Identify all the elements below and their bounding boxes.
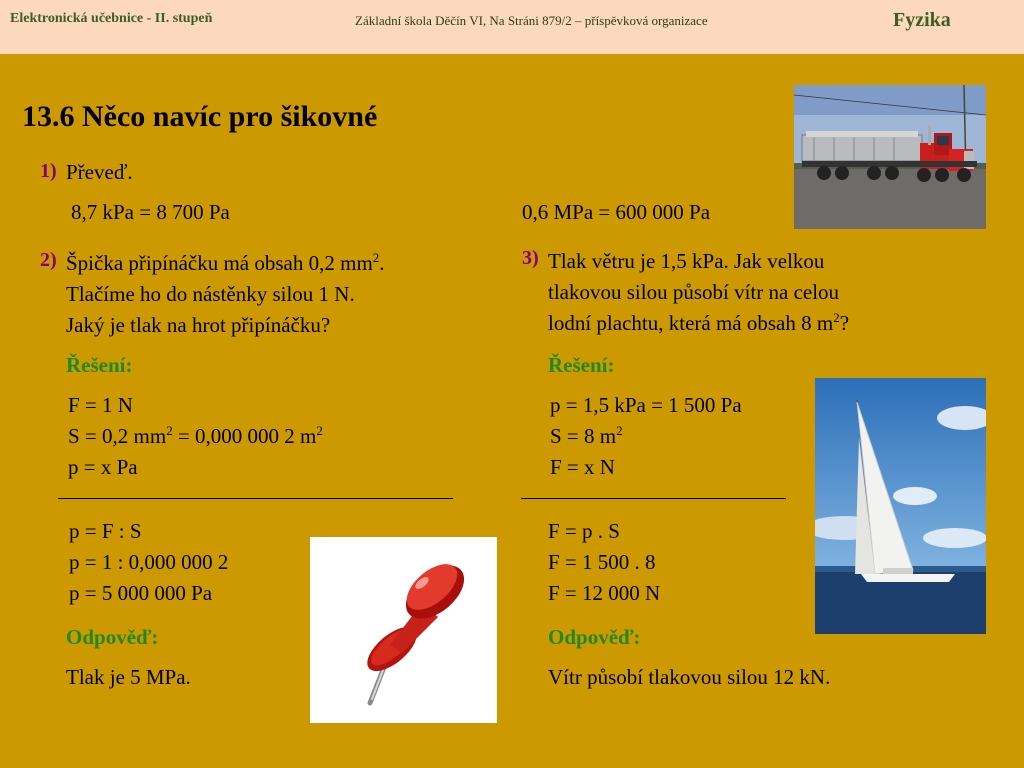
task1-left-answer: 8 700 Pa	[156, 200, 230, 224]
task3-answer-label: Odpověď:	[548, 625, 641, 649]
task3-line3: lodní plachtu, která má obsah 8 $m^2$?	[548, 310, 850, 335]
task2-line3: Jaký je tlak na hrot připínáčku?	[66, 313, 331, 337]
task2-given-area: S = 0,2 $mm^2 = 0,000$ 000 2 $m^2$	[68, 423, 323, 448]
task3-given-area: S = 8 $m^2$	[550, 423, 623, 448]
task1-right-value: 0,6 MPa =	[522, 200, 616, 224]
task3-question	[548, 246, 849, 339]
task3-calc-substitution: F = 1 500 . 8	[548, 550, 656, 574]
header-school-text: Základní škola Děčín VI, Na Stráni 879/2 – příspěvková organizace	[355, 13, 708, 28]
task2-solution-label: Řešení:	[66, 353, 133, 377]
task3-answer: Vítr působí tlakovou silou 12 kN.	[548, 665, 831, 689]
page-title: 13.6 Něco navíc pro šikovné	[22, 100, 378, 133]
task3-divider	[521, 498, 786, 499]
task2-answer: Tlak je 5 MPa.	[66, 665, 191, 689]
task3-given	[550, 390, 742, 483]
task1-right-conversion	[522, 197, 710, 228]
task2-number: 2)	[40, 249, 57, 271]
task2-answer-label: Odpověď:	[66, 625, 159, 649]
task1-right-answer: 600 000 Pa	[615, 200, 711, 224]
pushpin-photo	[310, 537, 497, 723]
task2-given-force: F = 1 N	[68, 393, 133, 417]
task1-left-value: 8,7 kPa =	[71, 200, 157, 224]
task3-solution-label: Řešení:	[548, 353, 615, 377]
truck-photo	[794, 85, 986, 229]
task2-calc-formula: p = F : S	[69, 519, 142, 543]
task1-number: 1)	[40, 160, 57, 182]
task2-question	[66, 248, 385, 341]
task1-left-conversion	[71, 197, 230, 228]
header-subject: Fyzika	[893, 9, 951, 31]
task3-number: 3)	[522, 247, 539, 269]
task3-given-pressure: p = 1,5 kPa = 1 500 Pa	[550, 393, 742, 417]
sailboat-photo	[815, 378, 986, 634]
task3-line2: tlakovou silou působí vítr na celou	[548, 280, 840, 304]
task2-given	[68, 390, 323, 483]
header-bar	[0, 0, 1024, 54]
header-left-text: Elektronická učebnice - II. stupeň	[10, 11, 213, 26]
task3-calc-result: F = 12 000 N	[548, 581, 661, 605]
task3-calculation	[548, 516, 660, 609]
task3-line1: Tlak větru je 1,5 kPa. Jak velkou	[548, 249, 825, 273]
task2-line2: Tlačíme ho do nástěnky silou 1 N.	[66, 282, 355, 306]
task3-calc-formula: F = p . S	[548, 519, 620, 543]
task2-calc-substitution: p = 1 : 0,000 000 2	[69, 550, 229, 574]
task2-line1: Špička připínáčku má obsah 0,2 $mm^2$.	[66, 250, 385, 275]
task2-given-pressure: p = x Pa	[68, 455, 138, 479]
task2-calculation	[69, 516, 228, 609]
task3-given-force: F = x N	[550, 455, 615, 479]
task1-instruction: Převeď.	[66, 160, 133, 184]
task2-divider	[58, 498, 453, 499]
task2-calc-result: p = 5 000 000 Pa	[69, 581, 213, 605]
